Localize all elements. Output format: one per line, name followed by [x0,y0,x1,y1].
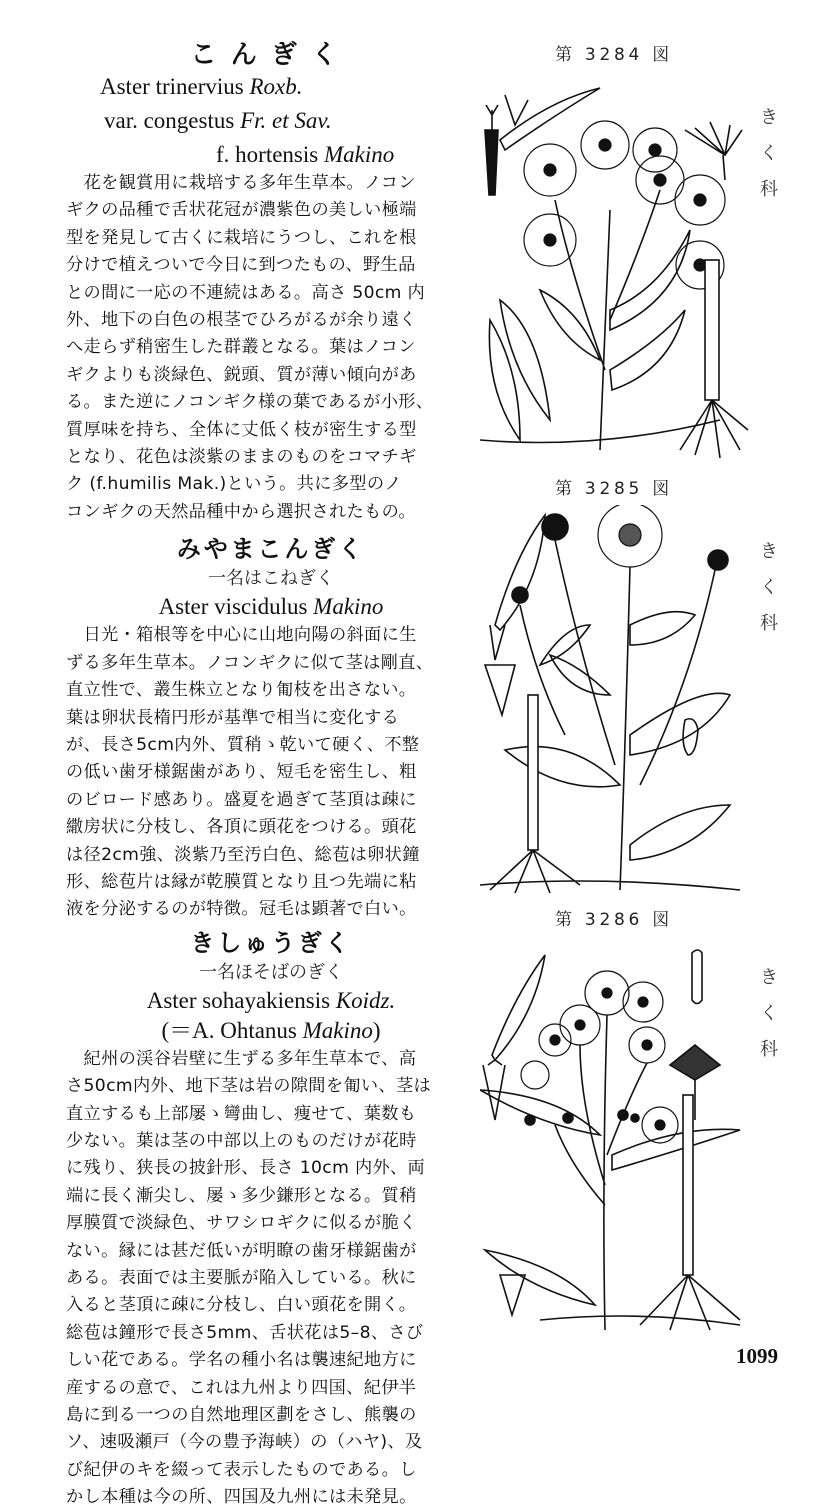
family-label [758,100,780,208]
entry-konhigiku [66,38,476,526]
text-line: 紀州の渓谷岩壁に生ずる多年生草本で、高 [66,1048,417,1069]
latin-name [66,592,476,622]
entry-miyamakongiku [66,532,476,923]
family-char: 科 [760,613,778,634]
text-line: 質厚味を持ち、全体に丈低く枝が密生する型 [66,419,417,440]
entry-kishugiku [66,926,476,1512]
figure-label-3284: 第 3284 図 [555,45,673,65]
text-line: 形、総苞片は縁が乾膜質となり且つ先端に粘 [66,871,417,892]
family-char: く [760,577,778,598]
text-line: 型を発見して古くに栽培にうつし、これを根 [66,227,417,248]
text-line: コンギクの天然品種中から選択されたもの。 [66,501,416,522]
page-number: 1099 [736,1344,778,1368]
text-line: は径2cm強、淡紫乃至汚白色、総苞は卵状鐘 [66,844,420,865]
plant-illustration-3286 [480,935,750,1335]
latin-name [66,986,476,1016]
family-char: く [760,143,778,164]
text-line: び紀伊のキを綴って表示したものである。し [66,1459,417,1480]
text-line: 少ない。葉は茎の中部以上のものだけが花時 [66,1130,417,1151]
text-line: 端に長く漸尖し、屡ゝ多少鎌形となる。質稍 [66,1185,417,1206]
text-line: 厚膜質で淡緑色、サワシロギクに似るが脆く [66,1213,417,1234]
text-line: ソ、速吸瀬戸（今の豊予海峡）の（ハヤ)、及 [66,1432,423,1453]
figure-label-3285: 第 3285 図 [555,479,673,499]
text-line: 入ると茎頂に疎に分枝し、白い頭花を開く。 [66,1295,417,1316]
text-line: さ50cm内外、地下茎は岩の隙間を匍い、茎は [66,1076,432,1097]
latin-author: Fr. et Sav. [240,108,332,133]
plant-illustration-3284 [480,70,750,460]
latin-genus-species: Aster viscidulus [158,594,314,620]
text-line: 葉は卵状長楕円形が基準で相当に変化する [66,707,400,728]
text-line: ギクの品種で舌状花冠が濃紫色の美しい極端 [66,200,417,221]
entry-title: きしゅうぎく [190,928,352,957]
entry-title: みやまこんぎく [176,535,366,564]
text-line: かし本種は今の所、四国及九州には未発見。 [66,1487,417,1508]
text-line: の低い歯牙様鋸歯があり、短毛を密生し、粗 [66,762,417,783]
synonym-name: (＝A. Ohtanus [161,1017,303,1043]
entry-description [66,170,476,526]
text-line: ク (f.humilis Mak.)という。共に多型のノ [66,474,402,495]
family-char: き [760,107,778,128]
text-line: 総苞は鐘形で長さ5mm、舌状花は5–8、さび [66,1322,424,1343]
latin-variety [66,106,476,136]
text-line: 繖房状に分枝し、各頂に頭花をつける。頭花 [66,817,417,838]
text-line: 日光・箱根等を中心に山地向陽の斜面に生 [66,625,417,646]
text-line: のビロード感あり。盛夏を過ぎて茎頂は疎に [66,789,417,810]
latin-genus-species: Aster trinervius [100,74,250,99]
text-line: が、長さ5cm内外、質稍ゝ乾いて硬く、不整 [66,734,420,755]
family-char: く [760,1003,778,1024]
latin-author: Makino [302,1017,373,1043]
entry-alias: 一名はこねぎく [208,568,334,590]
latin-author: Makino [323,142,395,167]
text-line: 液を分泌するのが特徴。冠毛は顕著で白い。 [66,899,417,920]
text-line: 外、地下の白色の根茎でひろがるが余り遠く [66,310,417,331]
text-line: 島に到る一つの自然地理区劃をさし、熊襲の [66,1405,417,1426]
entry-description [66,622,476,923]
text-line: 直立性で、叢生株立となり匍枝を出さない。 [66,680,417,701]
text-line: ずる多年生草本。ノコンギクに似て茎は剛直、 [66,652,434,673]
entry-description [66,1046,476,1512]
family-label [758,960,780,1068]
latin-author: Roxb. [249,74,303,99]
text-line: に残り、狭長の披針形、長さ 10cm 内外、両 [66,1158,426,1179]
synonym-close: ) [372,1017,381,1043]
text-line: しい花である。学名の種小名は襲速紀地方に [66,1350,417,1371]
latin-synonym [66,1016,476,1046]
text-line: との間に一応の不連続はある。高さ 50cm 内 [66,282,426,303]
latin-variety-name: var. congestus [104,108,241,133]
text-line: 分けで植えついで今日に到つたもの、野生品 [66,255,416,276]
latin-author: Makino [313,594,384,620]
text-line: ある。表面では主要脈が陥入している。秋に [66,1268,417,1288]
family-char: き [760,541,778,562]
text-line: 産するの意で、これは九州より四国、紀伊半 [66,1377,417,1398]
latin-name [66,72,476,102]
latin-forma-name: f. hortensis [216,142,324,167]
latin-genus-species: Aster sohayakiensis [146,987,336,1013]
family-char: 科 [760,179,778,200]
text-column [66,38,476,1512]
text-line: 直立するも上部屡ゝ彎曲し、痩せて、葉数も [66,1103,417,1124]
text-line: へ走らず稍密生した群叢となる。葉はノコン [66,337,416,358]
family-label [758,534,780,642]
latin-forma [66,140,476,170]
text-line: る。また逆にノコンギク様の葉であるが小形、 [66,392,434,413]
figure-label-3286: 第 3286 図 [555,910,673,930]
family-char: 科 [760,1039,778,1060]
text-line: ギクよりも淡緑色、鋭頭、質が薄い傾向があ [66,364,417,385]
text-line: ない。縁には甚だ低いが明瞭の歯牙様鋸歯が [66,1240,417,1261]
plant-illustration-3285 [480,505,750,895]
family-char: き [760,967,778,988]
latin-author: Koidz. [335,987,396,1013]
entry-alias: 一名ほそばのぎく [199,961,343,983]
text-line: 花を観賞用に栽培する多年生草本。ノコン [66,173,416,193]
entry-title: こんぎく [190,40,352,70]
text-line: となり、花色は淡紫のままのものをコマチギ [66,447,417,468]
